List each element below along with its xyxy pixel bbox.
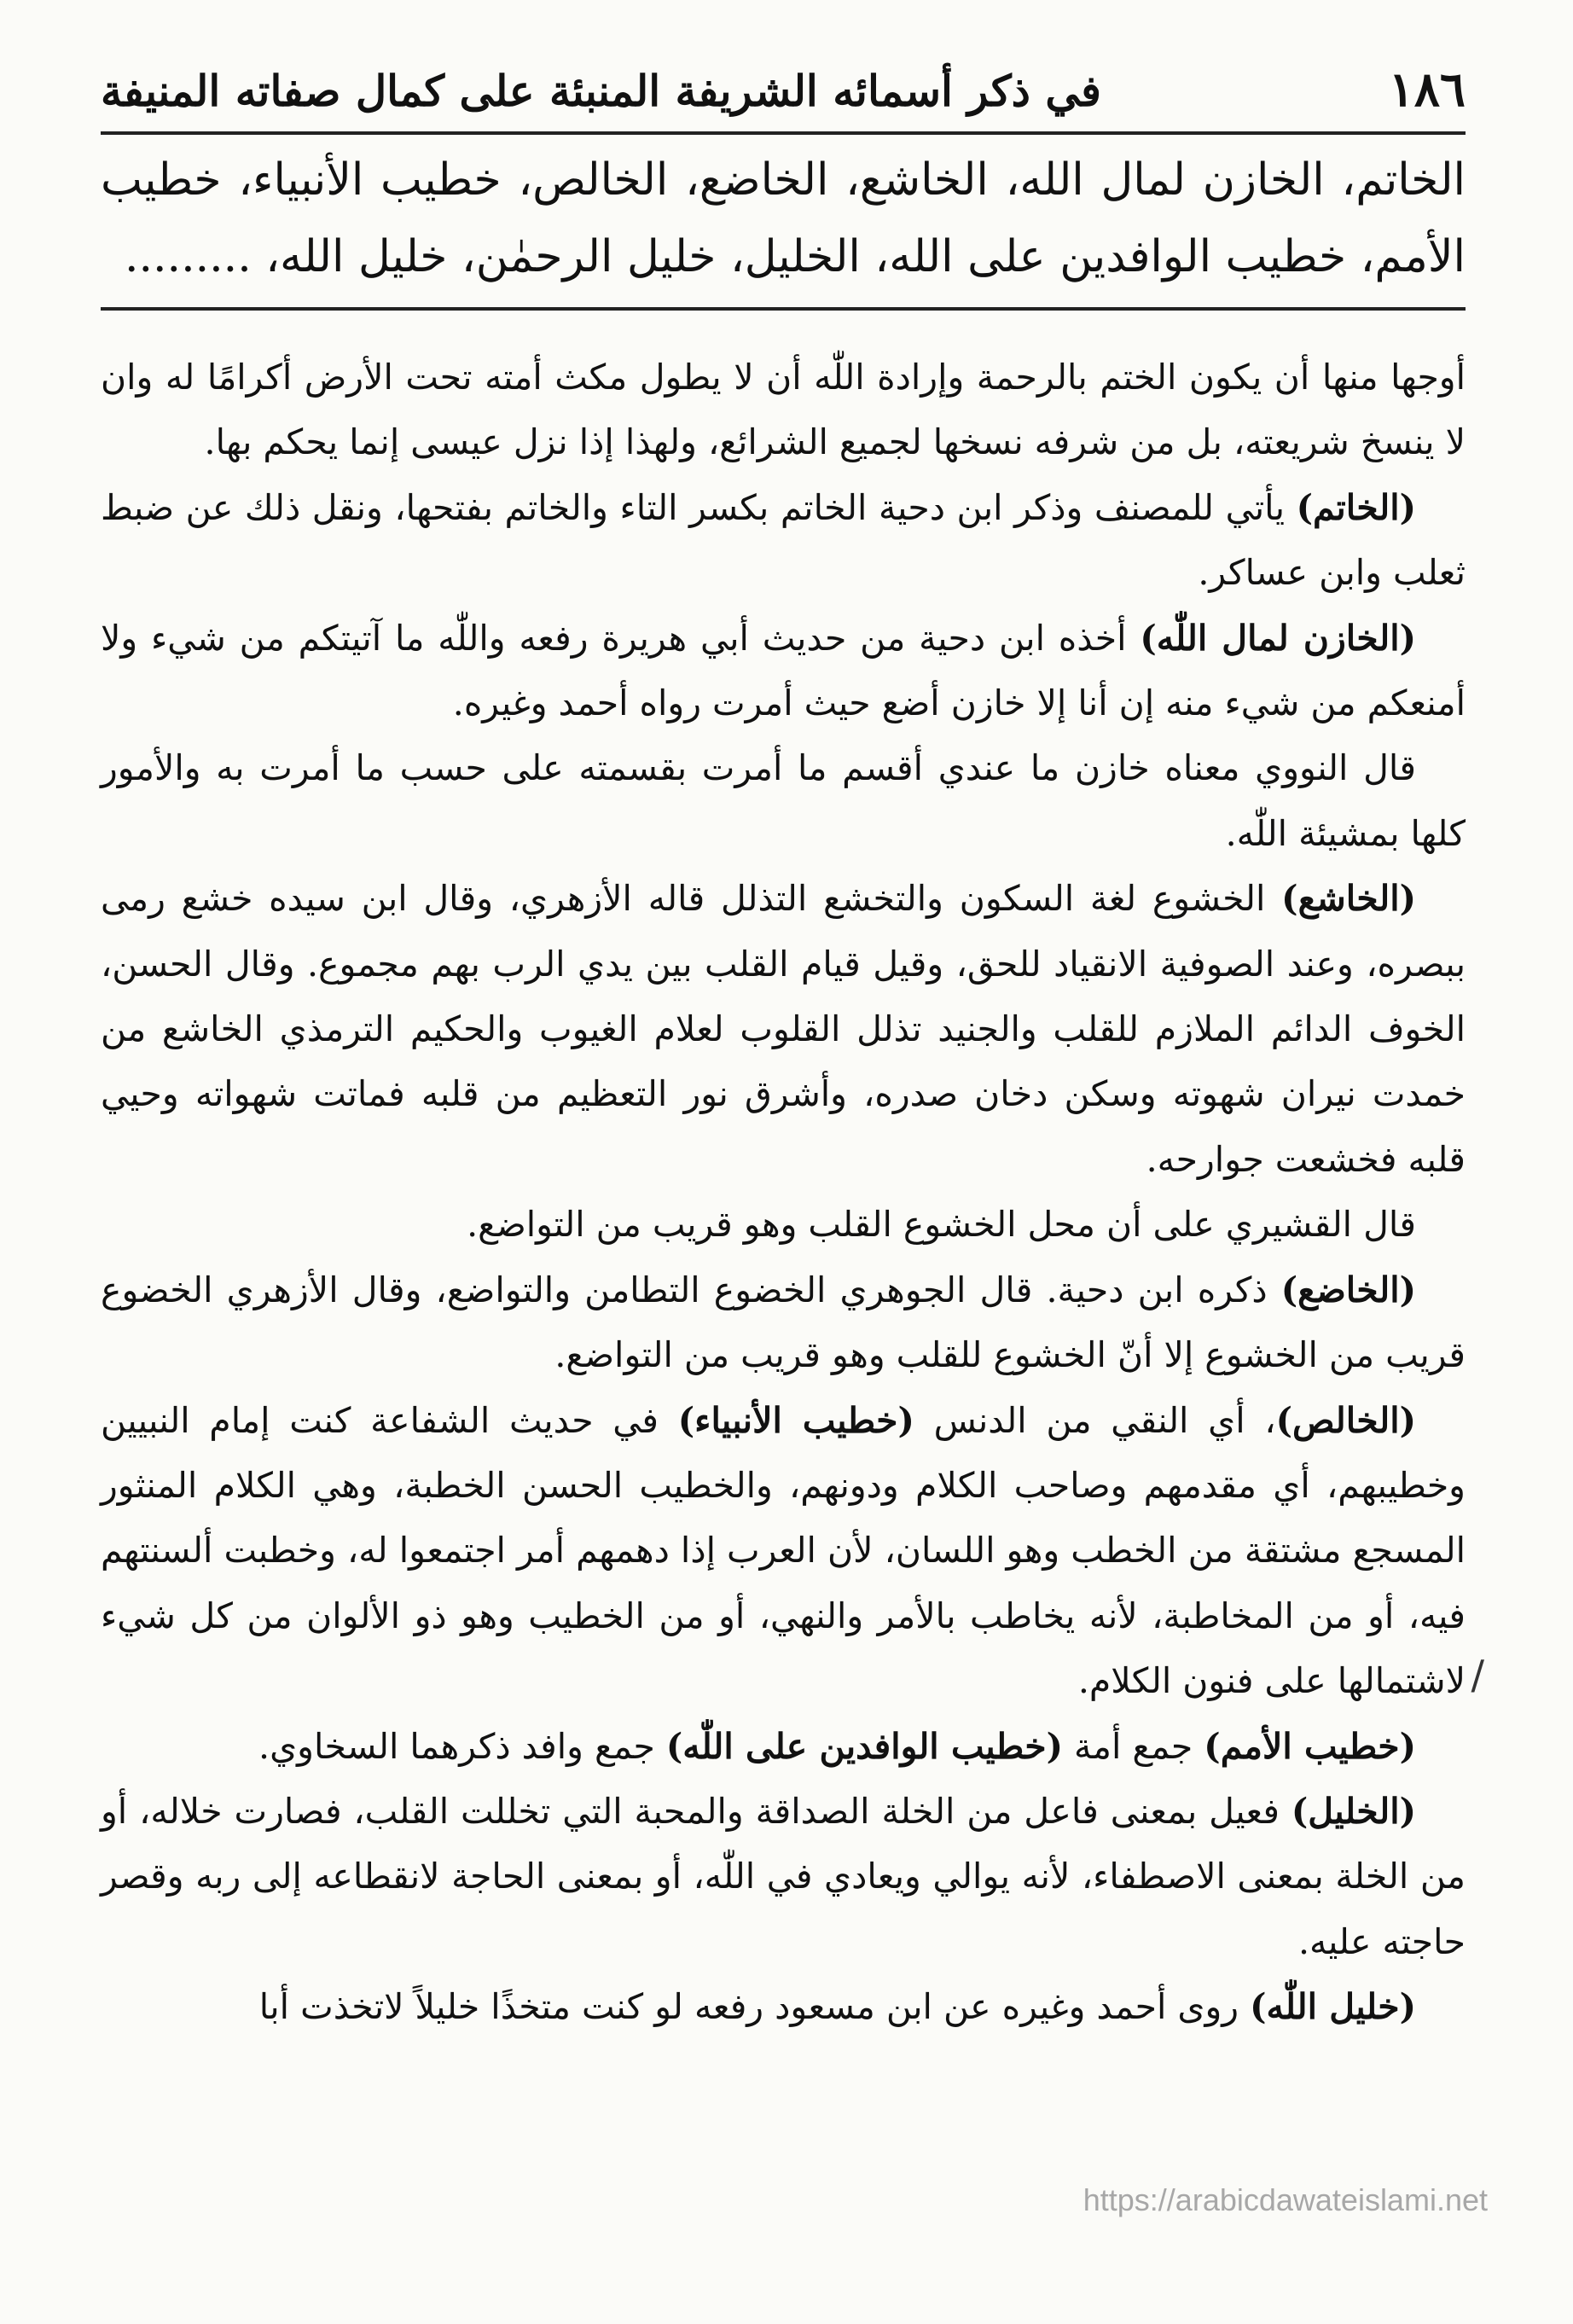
commentary-body bbox=[101, 311, 1466, 2040]
entry-heading: (الخالص) bbox=[1275, 1399, 1416, 1441]
paragraph bbox=[101, 606, 1466, 736]
chapter-title: في ذكر أسمائه الشريفة المنبئة على كمال صفاته المنيفة bbox=[101, 66, 1101, 116]
paragraph-text: الخشوع لغة السكون والتخشع التذلل قاله الأزهري، وقال ابن سيده خشع رمى ببصره، وعند الصوفية الانقياد للحق، وقيل قيام القلب بين يدي الرب بهم مجموع. وقال الحسن، الخوف الدائم الملازم للقلب والجنيد تذلل القلوب لعلام الغيوب والحكيم الترمذي الخاشع من خمدت نيران شهوته وسكن دخان صدره، وأشرق نور التعظيم من قلبه فماتت شهواته وحيي قلبه فخشعت جوارحه. bbox=[101, 878, 1466, 1180]
paragraph bbox=[101, 1388, 1466, 1714]
paragraph bbox=[101, 866, 1466, 1192]
paragraph-text: ذكره ابن دحية. قال الجوهري الخضوع التطامن والتواضع، وقال الأزهري الخضوع قريب من الخشوع إلا أنّ الخشوع للقلب وهو قريب من التواضع. bbox=[101, 1269, 1466, 1376]
margin-mark: / bbox=[1471, 1652, 1484, 1698]
entry-heading: (الخاتم) bbox=[1296, 486, 1416, 528]
entry-heading: (الخاضع) bbox=[1280, 1269, 1416, 1310]
entry-heading: (خطيب الوافدين على اللّٰه) bbox=[665, 1725, 1063, 1767]
entry-heading: (خليل اللّٰه) bbox=[1250, 1986, 1416, 2028]
paragraph bbox=[101, 1258, 1466, 1388]
entry-heading: (الخازن لمال اللّٰه) bbox=[1140, 617, 1416, 659]
watermark: https://arabicdawateislami.net bbox=[1083, 2182, 1488, 2217]
page-number: ١٨٦ bbox=[1388, 61, 1466, 118]
entry-heading: (الخاشع) bbox=[1281, 878, 1416, 920]
paragraph-text: ، أي النقي من الدنس bbox=[914, 1399, 1276, 1441]
paragraph-text: جمع وافد ذكرهما السخاوي. bbox=[258, 1725, 666, 1767]
names-block: الخاتم، الخازن لمال الله، الخاشع، الخاضع، الخالص، خطيب الأنبياء، خطيب الأمم، خطيب الوافدين على الله، الخليل، خليل الرحمٰن، خليل الله، ......... bbox=[101, 154, 1466, 282]
paragraph-text: جمع أمة bbox=[1062, 1725, 1204, 1767]
paragraph bbox=[101, 735, 1466, 866]
paragraph bbox=[101, 1779, 1466, 1974]
running-header bbox=[101, 48, 1466, 131]
paragraph-text: روى أحمد وغيره عن ابن مسعود رفعه لو كنت متخذًا خليلاً لاتخذت أبا bbox=[258, 1986, 1251, 2028]
paragraph bbox=[101, 345, 1466, 475]
paragraph-text: يأتي للمصنف وذكر ابن دحية الخاتم بكسر التاء والخاتم بفتحها، ونقل ذلك عن ضبط ثعلب وابن عساكر. bbox=[101, 486, 1466, 594]
entry-heading: (الخليل) bbox=[1291, 1790, 1416, 1832]
entry-heading: (خطيب الأمم) bbox=[1204, 1725, 1416, 1767]
paragraph bbox=[101, 1974, 1466, 2039]
entry-heading: (خطيب الأنبياء) bbox=[677, 1399, 914, 1441]
paragraph-text: أخذه ابن دحية من حديث أبي هريرة رفعه واللّٰه ما آتيتكم من شيء ولا أمنعكم من شيء منه إن أنا إلا خازن أضع حيث أمرت رواه أحمد وغيره. bbox=[101, 617, 1466, 724]
paragraph bbox=[101, 1192, 1466, 1257]
paragraph-text: فعيل بمعنى فاعل من الخلة الصداقة والمحبة التي تخللت القلب، فصارت خلاله، أو من الخلة بمعنى الاصطفاء، لأنه يوالي ويعادي في اللّٰه، أو بمعنى الحاجة لانقطاعه إلى ربه وقصر حاجته عليه. bbox=[101, 1790, 1466, 1962]
paragraph-text: قال النووي معناه خازن ما عندي أقسم ما أمرت بقسمته على حسب ما أمرت به والأمور كلها بمشيئة اللّٰه. bbox=[101, 747, 1466, 854]
paragraph-text: في حديث الشفاعة كنت إمام النبيين وخطيبهم، أي مقدمهم وصاحب الكلام ودونهم، والخطيب الحسن الخطبة، وهي الكلام المنثور المسجع مشتقة من الخطب وهو اللسان، لأن العرب إذا دهمهم أمر اجتمعوا له، وخطبت ألسنتهم فيه، أو من المخاطبة، لأنه يخاطب بالأمر والنهي، أو من الخطيب وهو ذو الألوان من كل شيء لاشتمالها على فنون الكلام. bbox=[101, 1399, 1466, 1702]
paragraph-text: قال القشيري على أن محل الخشوع القلب وهو قريب من التواضع. bbox=[467, 1204, 1416, 1246]
paragraph bbox=[101, 475, 1466, 606]
paragraph bbox=[101, 1714, 1466, 1779]
book-page bbox=[101, 48, 1466, 2040]
paragraph-text: أوجها منها أن يكون الختم بالرحمة وإرادة اللّٰه أن لا يطول مكث أمته تحت الأرض أكرامًا له وان لا ينسخ شريعته، بل من شرفه نسخها لجميع الشرائع، ولهذا إذا نزل عيسى إنما يحكم بها. bbox=[101, 357, 1466, 463]
